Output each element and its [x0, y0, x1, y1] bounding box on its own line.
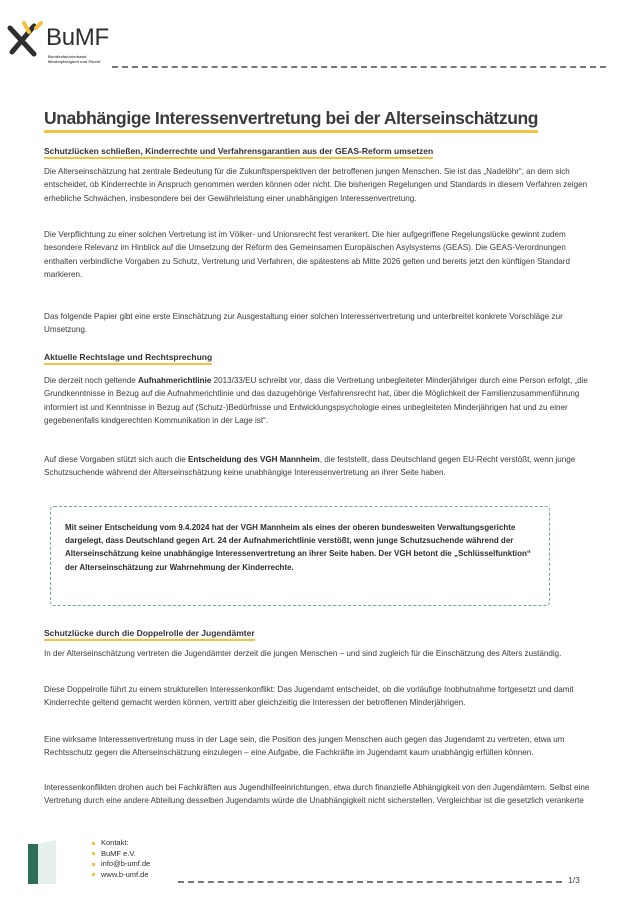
section-heading-3: Schutzlücke durch die Doppelrolle der Jugendämter — [44, 628, 255, 641]
highlight-text: Mit seiner Entscheidung vom 9.4.2024 hat der VGH Mannheim als eines der oberen bundesweiten Verwaltungsgerichte dargelegt, dass Deutschland gegen Art. 24 der Aufnahmerichtlinie verstößt, wenn junge Schutzsuchende während der Alterseinschätzung keine unabhängige Interessenvertretung an ihrer Seite haben. Der VGH betont die „Schlüsselfunktion“ der Alterseinschätzung zur Wahrnehmung der Kinderrechte. — [65, 523, 531, 572]
paragraph: Das folgende Papier gibt eine erste Einschätzung zur Ausgestaltung einer solchen Interessenvertretung und unterbreitet konkrete Vorschläge zur Umsetzung. — [44, 312, 563, 335]
contact-row[interactable] — [92, 870, 150, 881]
highlight-box — [50, 506, 550, 606]
page-number: 1/3 — [568, 875, 580, 885]
contact-row — [92, 849, 150, 860]
section-heading-2: Aktuelle Rechtslage und Rechtsprechung — [44, 352, 212, 365]
text-run: , die feststellt, dass Deutschland gegen EU-Recht verstößt, wenn junge Schutzsuchende während der Alterseinschätzung keine unabhängige Interessenvertretung an ihrer Seite haben. — [44, 455, 576, 478]
bold-term: Aufnahmerichtlinie — [138, 376, 212, 385]
bumf-logo — [4, 20, 144, 72]
paragraph: Die Alterseinschätzung hat zentrale Bedeutung für die Zukunftsperspektiven der betroffenen jungen Menschen. Sie ist das „Nadelöhr“, an dem sich entscheidet, ob Kinderrechte in Anspruch genommen werden können oder nicht. Die bisherigen Regelungen und Standards in diesem Verfahren zeigen erhebliche Schwächen, insbesondere bei der Gewährleistung einer unabhängigen Interessenvertretung. — [44, 167, 588, 203]
text-run: 2013/33/EU schreibt vor, dass die Vertretung unbegleiteter Minderjähriger durch eine Person erfolgt, „die Grundkenntnisse in Bezug auf die Aufnahmerichtlinie und das dazugehörige Verfahrensrecht hat, über die Möglichkeit der Familienzusammenführung informiert ist und Kenntnisse in Bezug auf (Schutz-)Bedürfnisse und Entwicklungspsychologie eines unbegleiteten Minderjährigen hat und zu einer gegebenenfalls kindgerechten Kommunikation in der Lage ist“. — [44, 376, 588, 426]
page-title: Unabhängige Interessenvertretung bei der Alterseinschätzung — [44, 108, 538, 133]
bullet-icon — [92, 863, 95, 866]
contact-email[interactable]: info@b-umf.de — [101, 859, 151, 869]
footer-logo-mark — [28, 840, 68, 886]
contact-label: Kontakt: — [101, 838, 129, 847]
contact-org: BuMF e.V. — [101, 848, 136, 858]
bullet-icon — [92, 842, 95, 845]
contact-row — [92, 838, 150, 849]
text-run: Die derzeit noch geltende — [44, 376, 139, 385]
paragraph: In der Alterseinschätzung vertreten die Jugendämter derzeit die jungen Menschen – und sind zugleich für die Einschätzung des Alters zuständig. — [44, 649, 562, 658]
paragraph: Diese Doppelrolle führt zu einem strukturellen Interessenkonflikt: Das Jugendamt entscheidet, ob die vorläufige Inobhutnahme fortgesetzt und damit Kinderrechte geltend gemacht werden können, vertritt aber gleichzeitig die Interessen der betroffenen Minderjährigen. — [44, 685, 574, 708]
bullet-icon — [92, 873, 95, 876]
paragraph: Die Verpflichtung zu einer solchen Vertretung ist im Völker- und Unionsrecht fest verankert. Die hier aufgegriffene Regelungslücke gewinnt zudem besondere Relevanz im Hinblick auf die Umsetzung der Reform des Gemeinsamen Europäischen Asylsystems (GEAS). Die GEAS-Verordnungen enthalten verbindliche Vorgaben zu Schutz, Vertretung und Verfahren, die spätestens ab Mitte 2026 gelten und bereits jetzt den künftigen Standard markieren. — [44, 230, 571, 280]
logo-x-icon — [4, 20, 44, 60]
header-divider — [112, 66, 606, 68]
paragraph: Interessenkonflikten drohen auch bei Fachkräften aus Jugendhilfeeinrichtungen, etwa durch finanzielle Abhängigkeit von den Jugendämtern. Selbst eine Vertretung durch eine andere Abteilung desselben Jugendamts würde die Unabhängigkeit nicht sicherstellen. Vergleichbar ist die gesetzlich verankerte — [44, 783, 590, 806]
logo-brand: BuMF — [46, 24, 109, 51]
section-heading-1: Schutzlücken schließen, Kinderrechte und Verfahrensgarantien aus der GEAS-Reform umsetzen — [44, 146, 433, 159]
contact-website[interactable]: www.b-umf.de — [101, 869, 149, 879]
bold-term: Entscheidung des VGH Mannheim — [187, 455, 320, 464]
footer-divider — [178, 881, 562, 883]
contact-block — [92, 838, 150, 880]
contact-row[interactable] — [92, 859, 150, 870]
paragraph — [44, 453, 592, 480]
paragraph — [44, 374, 592, 428]
logo-subtitle: Bundesfachverband Minderjährigkeit und Flucht — [48, 54, 101, 64]
text-run: Auf diese Vorgaben stützt sich auch die — [44, 455, 188, 464]
bullet-icon — [92, 852, 95, 855]
paragraph: Eine wirksame Interessenvertretung muss in der Lage sein, die Position des jungen Menschen auch gegen das Jugendamt zu vertreten, etwa um Rechtsschutz gegen die Alterseinschätzung einzulegen – eine Aufgabe, die Fachkräfte im Jugendamt kaum unabhängig erfüllen können. — [44, 735, 565, 758]
